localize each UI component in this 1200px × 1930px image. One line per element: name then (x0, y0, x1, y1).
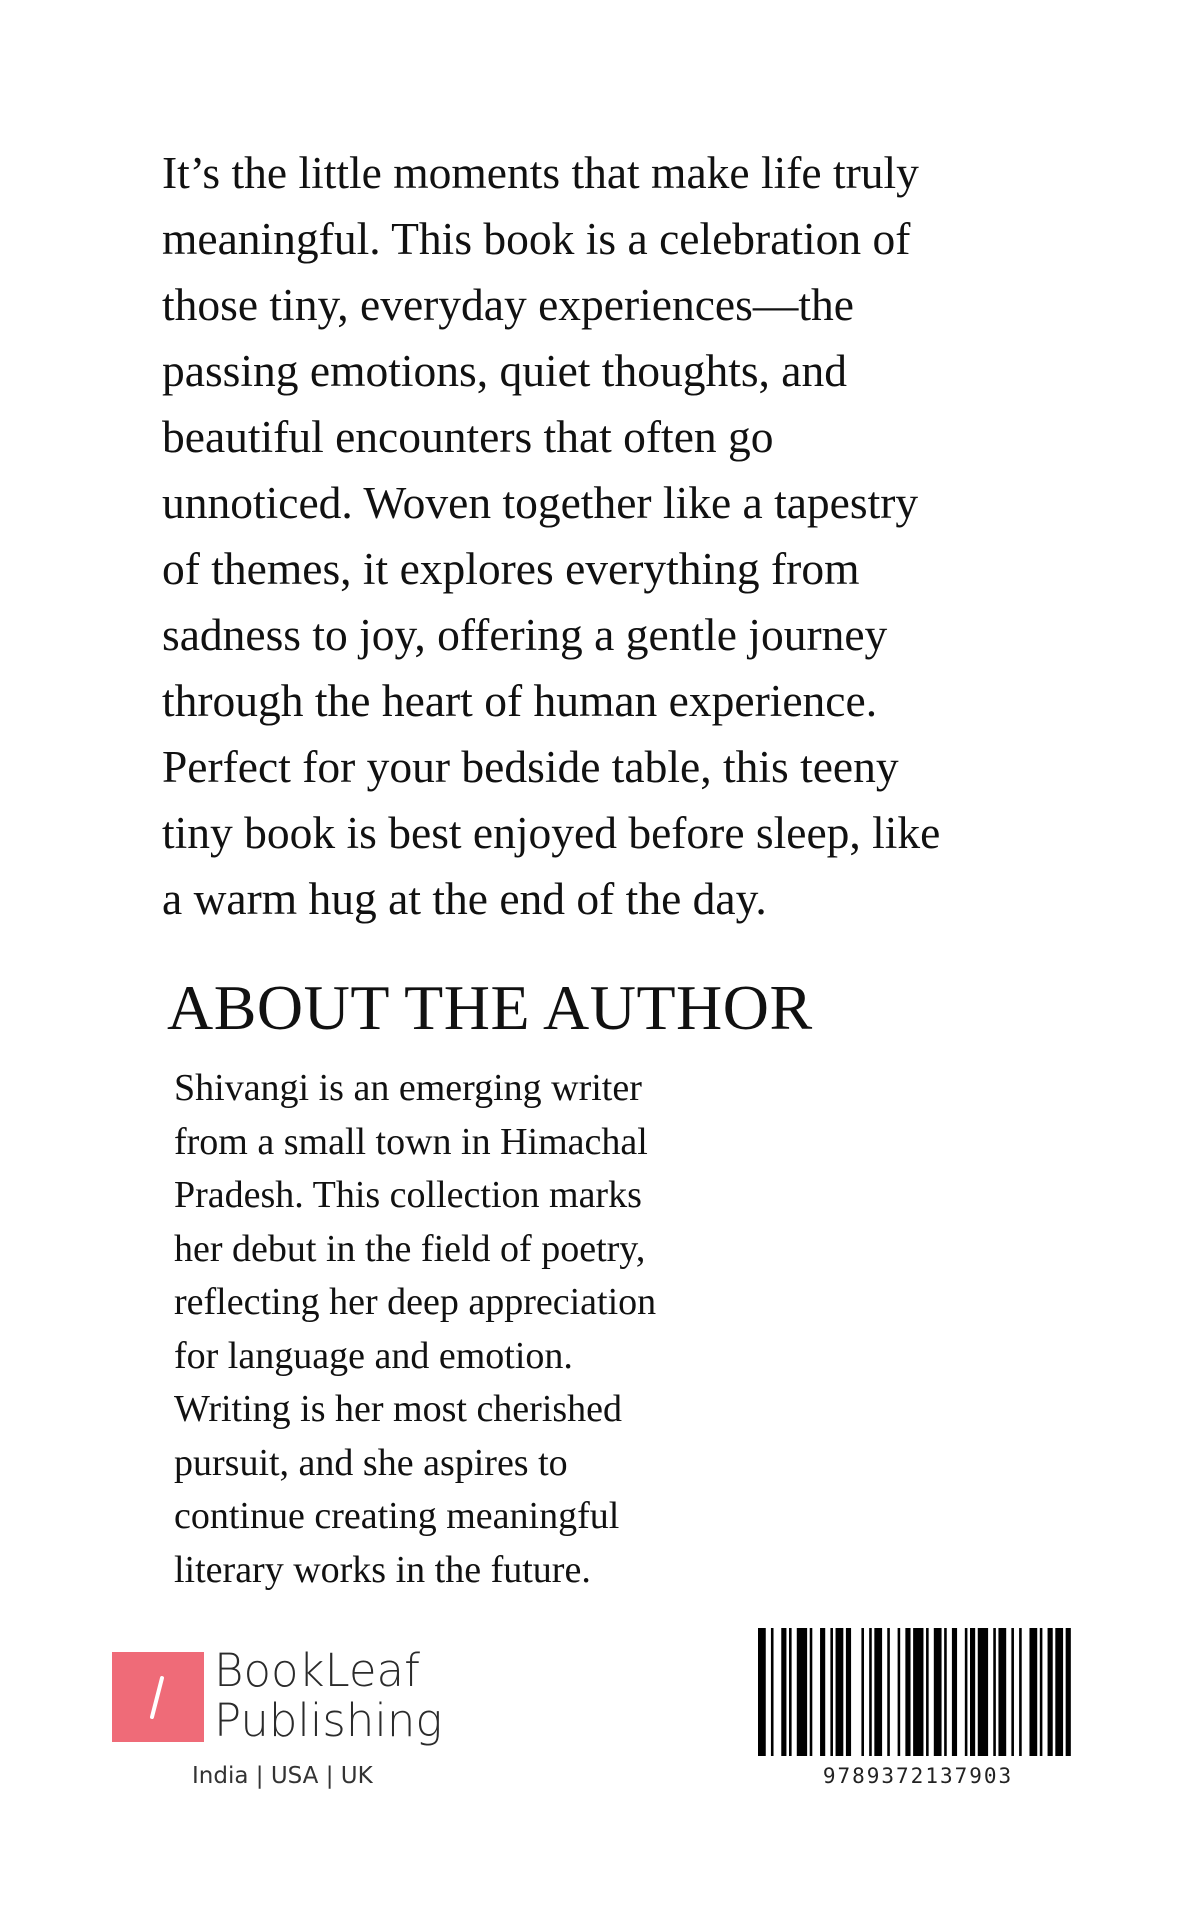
barcode-bar (1011, 1628, 1014, 1756)
publisher-logo (112, 1652, 204, 1742)
author-bio-line: Shivangi is an emerging writer (174, 1067, 642, 1109)
barcode-bar (905, 1628, 910, 1756)
blurb-line: tiny book is best enjoyed before sleep, like (162, 807, 941, 858)
blurb-line: those tiny, everyday experiences—the (162, 279, 854, 330)
author-bio-line: continue creating meaningful (174, 1495, 620, 1537)
barcode-bar (789, 1628, 792, 1756)
barcode-bar (965, 1628, 968, 1756)
author-bio (174, 1062, 734, 1597)
barcode-bar (830, 1628, 833, 1756)
barcode-bar (1029, 1628, 1037, 1756)
author-bio-line: reflecting her deep appreciation (174, 1281, 657, 1323)
author-bio-line: Writing is her most cherished (174, 1388, 623, 1430)
barcode-bar (998, 1628, 1006, 1756)
blurb-line: passing emotions, quiet thoughts, and (162, 345, 847, 396)
blurb-line: beautiful encounters that often go (162, 411, 774, 462)
barcode-bar (926, 1628, 929, 1756)
blurb-line: a warm hug at the end of the day. (162, 873, 767, 924)
barcode-bar (944, 1628, 947, 1756)
barcode-bar (771, 1628, 774, 1756)
book-blurb (162, 140, 1042, 932)
barcode-bar (934, 1628, 942, 1756)
barcode-bar (887, 1628, 890, 1756)
author-bio-line: pursuit, and she aspires to (174, 1441, 568, 1484)
slash-mark-icon (112, 1652, 204, 1742)
blurb-line: It’s the little moments that make life truly (162, 147, 919, 198)
barcode-bar (952, 1628, 957, 1756)
barcode-bars (758, 1628, 1078, 1756)
author-bio-line: literary works in the future. (174, 1548, 591, 1591)
barcode-bar (1066, 1628, 1071, 1756)
barcode-bar (970, 1628, 975, 1756)
blurb-line: unnoticed. Woven together like a tapestry (162, 477, 919, 528)
blurb-line: of themes, it explores everything from (162, 543, 860, 594)
barcode-bar (874, 1628, 882, 1756)
barcode-bar (758, 1628, 766, 1756)
barcode-bar (993, 1628, 996, 1756)
publisher-name (214, 1646, 442, 1746)
barcode-bar (781, 1628, 786, 1756)
isbn-number: 9789372137903 (822, 1764, 1014, 1788)
about-the-author-heading: ABOUT THE AUTHOR (167, 972, 813, 1043)
barcode-bar (1019, 1628, 1022, 1756)
barcode-bar (978, 1628, 988, 1756)
author-bio-line: Pradesh. This collection marks (174, 1174, 642, 1216)
barcode-bar (861, 1628, 864, 1756)
blurb-line: meaningful. This book is a celebration of (162, 213, 911, 264)
publisher-locations: India | USA | UK (192, 1763, 373, 1789)
author-bio-line: her debut in the field of poetry, (174, 1227, 646, 1270)
blurb-line: sadness to joy, offering a gentle journey (162, 609, 888, 660)
blurb-line: Perfect for your bedside table, this teeny (162, 741, 899, 792)
author-bio-line: for language and emotion. (174, 1334, 573, 1377)
barcode-bar (797, 1628, 807, 1756)
barcode-bar (913, 1628, 923, 1756)
barcode-bar (820, 1628, 825, 1756)
barcode-icon (758, 1628, 1078, 1756)
barcode-bar (1055, 1628, 1063, 1756)
barcode-bar (846, 1628, 851, 1756)
barcode-bar (836, 1628, 844, 1756)
barcode-bar (1048, 1628, 1053, 1756)
publisher-name-line-2: Publishing (214, 1694, 443, 1747)
author-bio-line: from a small town in Himachal (174, 1120, 648, 1163)
blurb-line: through the heart of human experience. (162, 675, 878, 726)
barcode-bar (898, 1628, 901, 1756)
barcode-bar (1040, 1628, 1043, 1756)
barcode-bar (869, 1628, 872, 1756)
barcode-bar (810, 1628, 813, 1756)
publisher-name-line-1: BookLeaf (214, 1644, 420, 1697)
